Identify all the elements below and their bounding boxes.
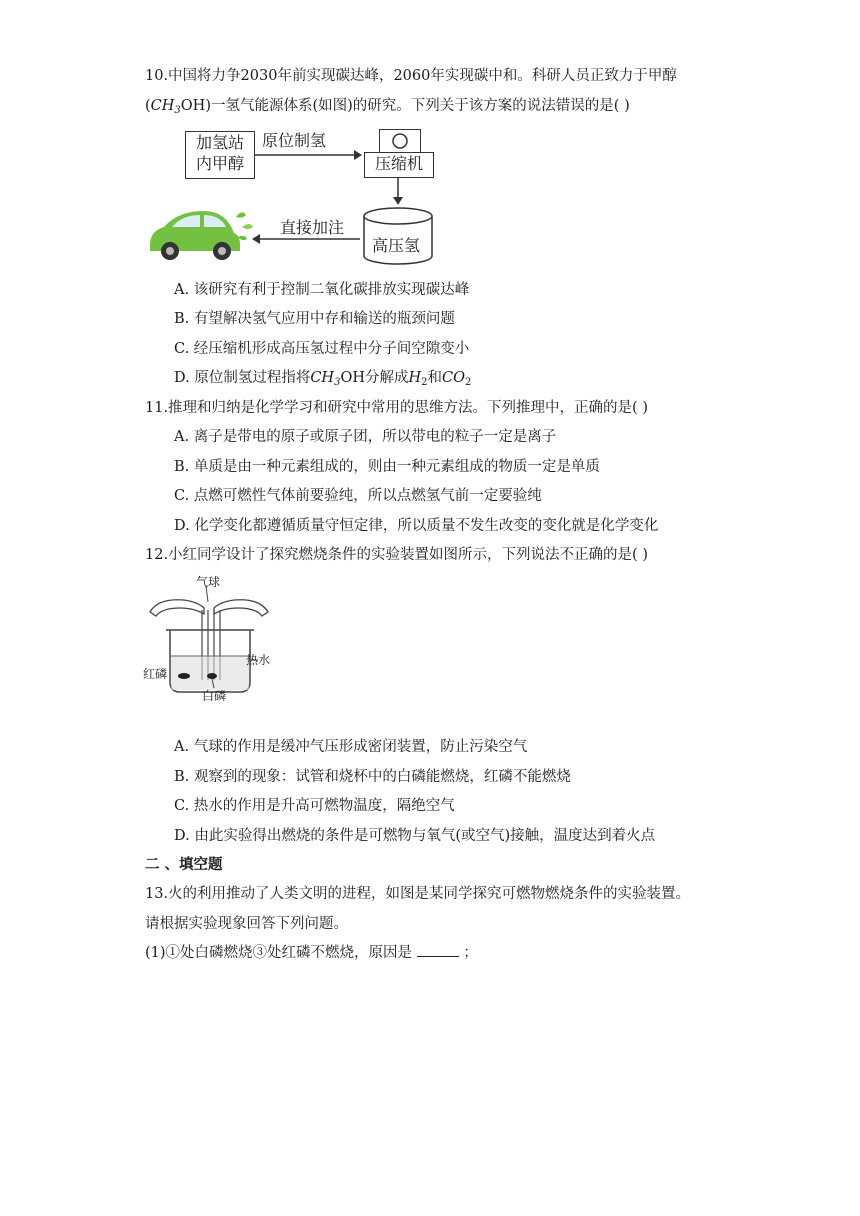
q11-option-b: B. 单质是由一种元素组成的，则由一种元素组成的物质一定是单质 bbox=[174, 459, 600, 475]
q11-stem: 11.推理和归纳是化学学习和研究中常用的思维方法。下列推理中，正确的是( ) bbox=[145, 400, 648, 416]
compressor-box: 压缩机 bbox=[364, 152, 434, 178]
q12-option-a: A. 气球的作用是缓冲气压形成密闭装置，防止污染空气 bbox=[174, 739, 528, 755]
q13-stem-line1: 13.火的利用推动了人类文明的进程，如图是某同学探究可燃物燃烧条件的实验装置。 bbox=[145, 886, 691, 902]
section-title-fill-blank: 二 、填空题 bbox=[145, 856, 223, 873]
q11-option-c: C. 点燃可燃性气体前要验纯，所以点燃氢气前一定要验纯 bbox=[174, 488, 542, 504]
q11-option-a: A. 离子是带电的原子或原子团，所以带电的粒子一定是离子 bbox=[174, 429, 557, 445]
gauge-icon bbox=[380, 130, 420, 152]
q10-option-c: C. 经压缩机形成高压氢过程中分子间空隙变小 bbox=[174, 341, 470, 357]
q12-stem: 12.小红同学设计了探究燃烧条件的实验装置如图所示，下列说法不正确的是( ) bbox=[145, 547, 648, 563]
q10-option-a: A. 该研究有利于控制二氧化碳排放实现碳达峰 bbox=[174, 282, 470, 298]
q10-option-d: D. 原位制氢过程指将$CH_3OH$分解成$H_2$和$CO_2$ bbox=[174, 370, 472, 388]
label-balloon: 气球 bbox=[196, 575, 221, 589]
q10-stem-line2: $(CH_3OH)$一氢气能源体系(如图)的研究。下列关于该方案的说法错误的是( ) bbox=[145, 98, 630, 116]
q10-stem-line1: 10.中国将力争2030年前实现碳达峰，2060年实现碳中和。科研人员正致力于甲醇 bbox=[145, 68, 677, 84]
q12-option-b: B. 观察到的现象：试管和烧杯中的白磷能燃烧，红磷不能燃烧 bbox=[174, 769, 571, 785]
q13-stem-line2: 请根据实验现象回答下列问题。 bbox=[145, 916, 348, 932]
arrow-label-insitu: 原位制氢 bbox=[262, 131, 327, 150]
q11-option-d: D. 化学变化都遵循质量守恒定律，所以质量不发生改变的变化就是化学变化 bbox=[174, 518, 659, 534]
label-red-phosphorus: 红磷 bbox=[143, 667, 168, 681]
compressor-top bbox=[379, 129, 421, 153]
arrow-right-icon bbox=[254, 148, 364, 162]
car-icon bbox=[144, 205, 256, 263]
q10-option-b: B. 有望解决氢气应用中存和输送的瓶颈问题 bbox=[174, 311, 455, 327]
tank-label: 高压氢 bbox=[372, 236, 421, 255]
methanol-station-box: 加氢站 内甲醇 bbox=[185, 131, 255, 179]
q12-option-c: C. 热水的作用是升高可燃物温度，隔绝空气 bbox=[174, 798, 455, 814]
q12-option-d: D. 由此实验得出燃烧的条件是可燃物与氧气(或空气)接触，温度达到着火点 bbox=[174, 828, 656, 844]
arrow-label-refuel: 直接加注 bbox=[280, 218, 345, 237]
arrow-down-icon bbox=[391, 177, 405, 207]
label-hot-water: 热水 bbox=[246, 653, 271, 667]
answer-blank[interactable] bbox=[417, 943, 459, 957]
q13-subquestion-1: (1)①处白磷燃烧③处红磷不燃烧，原因是 ； bbox=[145, 945, 478, 961]
label-white-phosphorus: 白磷 bbox=[202, 689, 227, 703]
